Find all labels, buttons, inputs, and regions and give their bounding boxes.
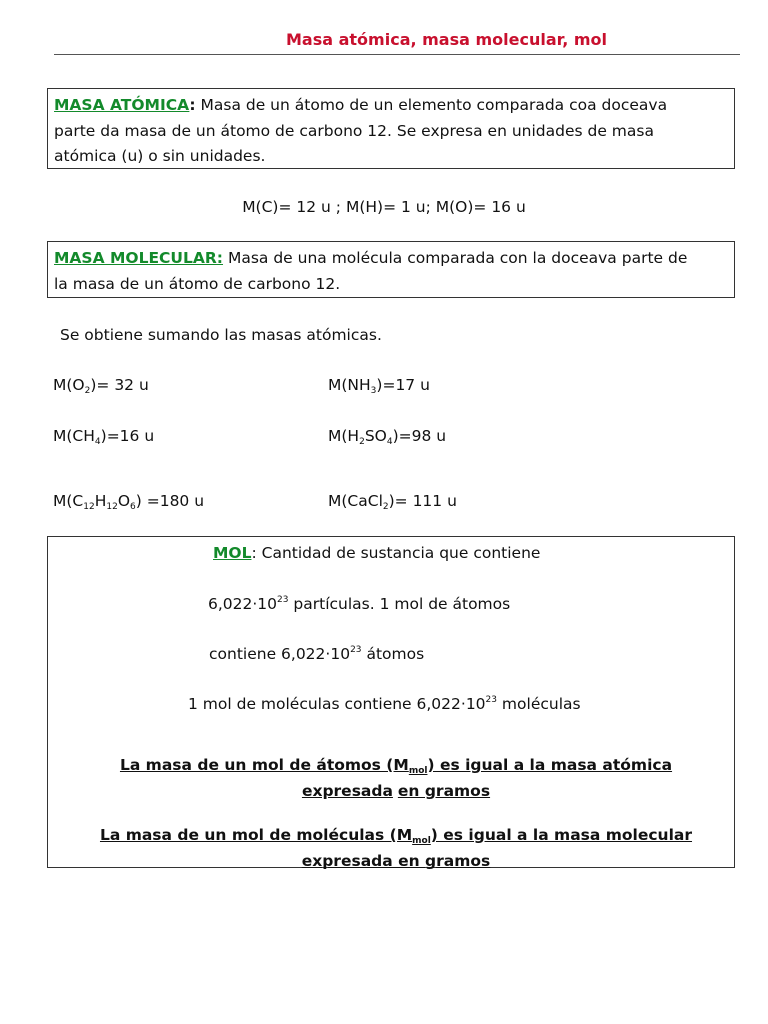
mol-box xyxy=(47,536,735,868)
masa-atomica-label: MASA ATÓMICA xyxy=(54,96,190,114)
mol-statement-atoms: La masa de un mol de átomos $(M_{mol})$ es igual a la masa atómica xyxy=(119,756,673,776)
masa-molecular-line2: la masa de un átomo de carbono 12. xyxy=(54,275,341,293)
example-cacl2: M(CaCl$_2$)= 111 u xyxy=(328,492,457,512)
mol-line2: $6,022\cdot 10^{23}$ partículas. 1 mol de átomos xyxy=(208,595,511,613)
masa-atomica-line3: atómica (u) o sin unidades. xyxy=(54,147,266,165)
mol-statement-atoms-line2: expresada en gramos xyxy=(301,782,491,800)
mol-line1: MOL: Cantidad de sustancia que contiene xyxy=(213,544,541,562)
example-ch4: $M(CH_4)=16$ u xyxy=(53,427,155,447)
example-nh3: $M(NH_3)=17$ u xyxy=(328,376,430,396)
example-h2so4: $M(H_2SO_4)=98$ u xyxy=(328,427,447,447)
mol-label: MOL xyxy=(213,544,252,562)
masa-atomica-box xyxy=(47,88,735,169)
mol-line3: contiene $6,022\cdot 10^{23}$ átomos xyxy=(209,645,425,663)
masa-molecular-box xyxy=(47,241,735,298)
mol-statement-molecules-line2: expresada en gramos xyxy=(301,852,491,870)
title-divider xyxy=(54,54,740,55)
example-o2: $M(O_2)= 32$ u xyxy=(53,376,149,396)
page-title: Masa atómica, masa molecular, mol xyxy=(286,30,607,49)
mol-statement-molecules: La masa de un mol de moléculas $(M_{mol})$ es igual a la masa molecular xyxy=(99,826,693,846)
se-obtiene-text: Se obtiene sumando las masas atómicas. xyxy=(60,326,382,344)
atomic-mass-examples: M(C)= 12 u ; M(H)= 1 u; M(O)= 16 u xyxy=(242,198,526,216)
example-glucose: $M(C_{12}H_{12}O_6) =180$ u xyxy=(53,492,205,512)
masa-atomica-line1: MASA ATÓMICA: Masa de un átomo de un elemento comparada coa doceava xyxy=(54,96,668,114)
masa-molecular-label: MASA MOLECULAR: xyxy=(54,249,224,267)
mol-line4: 1 mol de moléculas contiene $6,022\cdot 10^{23}$ moléculas xyxy=(188,695,581,713)
masa-atomica-line2: parte da masa de un átomo de carbono 12. Se expresa en unidades de masa xyxy=(54,122,654,140)
masa-molecular-line1: MASA MOLECULAR: Masa de una molécula comparada con la doceava parte de xyxy=(54,249,688,267)
